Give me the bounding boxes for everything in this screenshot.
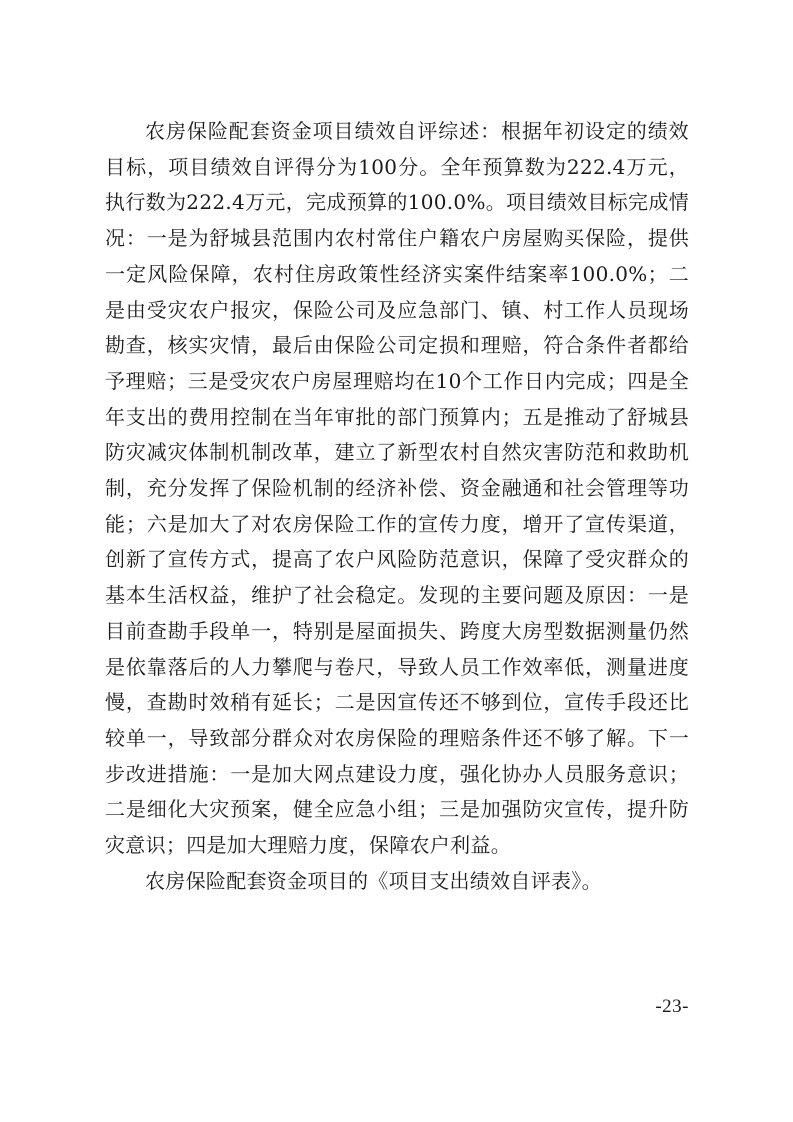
page-number: -23- [655, 996, 689, 1017]
attachment-note-paragraph: 农房保险配套资金项目的《项目支出绩效自评表》。 [145, 868, 602, 893]
summary-paragraph: 农房保险配套资金项目绩效自评综述：根据年初设定的绩效目标，项目绩效自评得分为100分。全年预算数为222.4万元，执行数为222.4万元，完成预算的100.0%。项目绩效目标完成情况：一是为舒城县范围内农村常住户籍农户房屋购买保险，提供一定风险保障，农村住房政策性经济实案件结案率100.0%；二是由受灾农户报灾，保险公司及应急部门、镇、村工作人员现场勘查，核实灾情，最后由保险公司定损和理赔，符合条件者都给予理赔；三是受灾农户房屋理赔均在10个工作日内完成；四是全年支出的费用控制在当年审批的部门预算内；五是推动了舒城县防灾减灾体制机制改革，建立了新型农村自然灾害防范和救助机制，充分发挥了保险机制的经济补偿、资金融通和社会管理等功能；六是加大了对农房保险工作的宣传力度，增开了宣传渠道，创新了宣传方式，提高了农户风险防范意识，保障了受灾群众的基本生活权益，维护了社会稳定。发现的主要问题及原因：一是目前查勘手段单一，特别是屋面损失、跨度大房型数据测量仍然是依靠落后的人力攀爬与卷尺，导致人员工作效率低，测量进度慢，查勘时效稍有延长；二是因宣传还不够到位，宣传手段还比较单一，导致部分群众对农房保险的理赔条件还不够了解。下一步改进措施：一是加大网点建设力度，强化协办人员服务意识；二是细化大灾预案，健全应急小组；三是加强防灾宣传，提升防灾意识；四是加大理赔力度，保障农户利益。 [105, 119, 689, 858]
document-body [105, 114, 689, 899]
